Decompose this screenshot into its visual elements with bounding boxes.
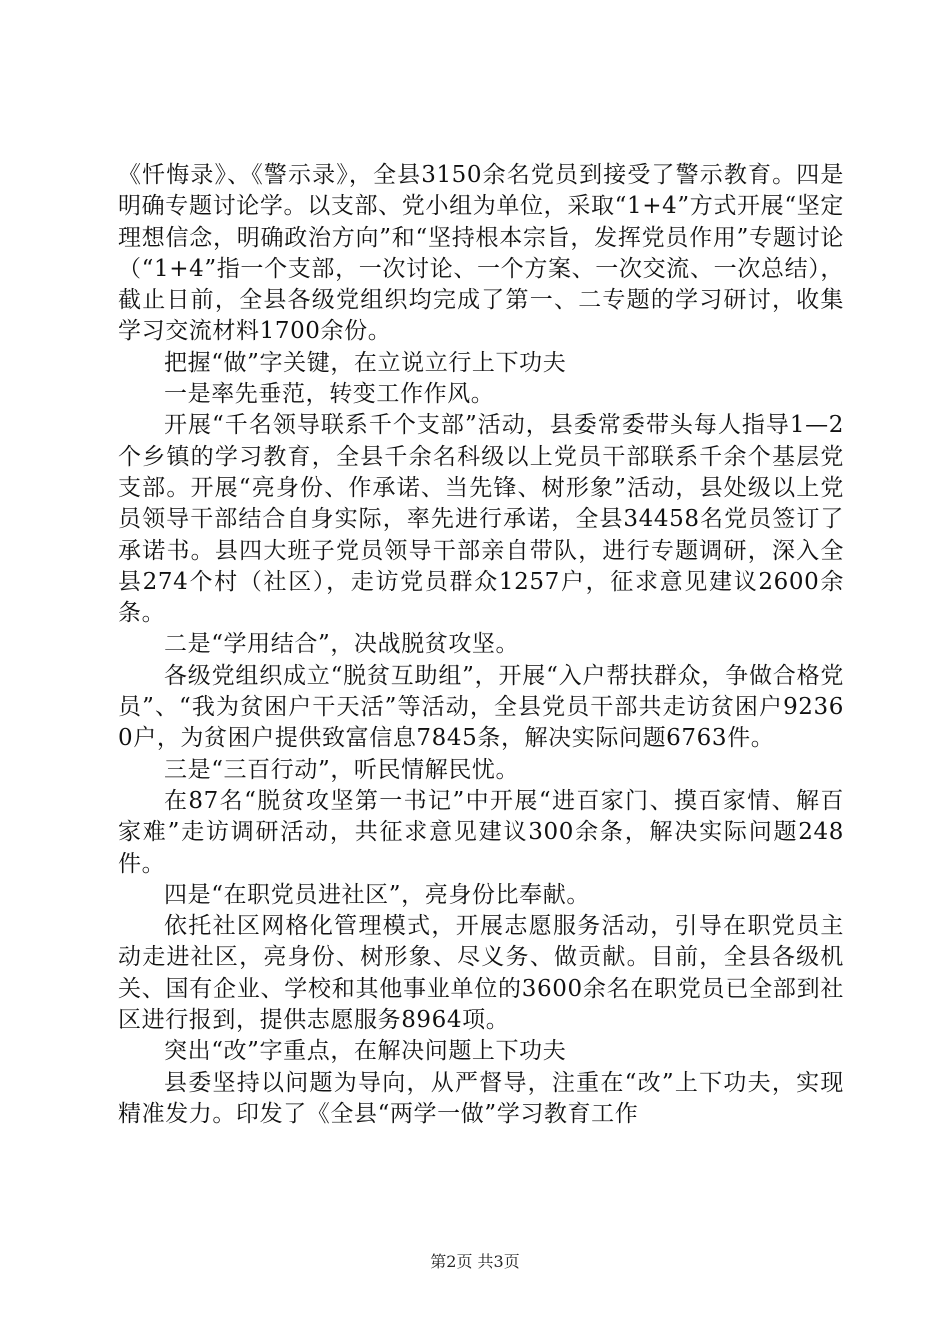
paragraph-2: 开展“千名领导联系千个支部”活动，县委常委带头每人指导1—2个乡镇的学习教育，全县千余名科级以上党员干部联系千余个基层党支部。开展“亮身份、作承诺、当先锋、树形象”活动，县处级以上党员领导干部结合自身实际，率先进行承诺，全县34458名党员签订了承诺书。县四大班子党员领导干部亲自带队，进行专题调研，深入全县274个村（社区），走访党员群众1257户，征求意见建议2600余条。 <box>118 412 844 627</box>
paragraph-5: 依托社区网格化管理模式，开展志愿服务活动，引导在职党员主动走进社区，亮身份、树形象、尽义务、做贡献。目前，全县各级机关、国有企业、学校和其他事业单位的3600余名在职党员已全部到社区进行报到，提供志愿服务8964项。 <box>118 913 844 1034</box>
subheading-4: 四是“在职党员进社区”，亮身份比奉献。 <box>164 881 590 908</box>
section-heading-gai: 突出“改”字重点，在解决问题上下功夫 <box>164 1038 567 1065</box>
subheading-2: 二是“学用结合”，决战脱贫攻坚。 <box>164 631 520 658</box>
paragraph-6: 县委坚持以问题为导向，从严督导，注重在“改”上下功夫，实现精准发力。印发了《全县“两学一做”学习教育工作 <box>118 1069 844 1127</box>
paragraph-4: 在87名“脱贫攻坚第一书记”中开展“进百家门、摸百家情、解百家难”走访调研活动，共征求意见建议300余条，解决实际问题248件。 <box>118 787 844 877</box>
subheading-1: 一是率先垂范，转变工作作风。 <box>164 381 495 408</box>
subheading-3: 三是“三百行动”，听民情解民忧。 <box>164 756 520 783</box>
section-heading-zuo: 把握“做”字关键，在立说立行上下功夫 <box>164 349 567 376</box>
paragraph-1: 《忏悔录》、《警示录》，全县3150余名党员到接受了警示教育。四是明确专题讨论学。以支部、党小组为单位，采取“1+4”方式开展“坚定理想信念，明确政治方向”和“坚持根本宗旨，发挥党员作用”专题讨论（“1+4”指一个支部，一次讨论、一个方案、一次交流、一次总结），截止日前，全县各级党组织均完成了第一、二专题的学习研讨，收集学习交流材料1700余份。 <box>118 162 844 345</box>
document-body <box>118 160 844 1130</box>
page-footer: 第2页 共3页 <box>430 1252 520 1271</box>
paragraph-3: 各级党组织成立“脱贫互助组”，开展“入户帮扶群众，争做合格党员”、“我为贫困户干天活”等活动，全县党员干部共走访贫困户92360户，为贫困户提供致富信息7845条，解决实际问题6763件。 <box>118 662 844 752</box>
